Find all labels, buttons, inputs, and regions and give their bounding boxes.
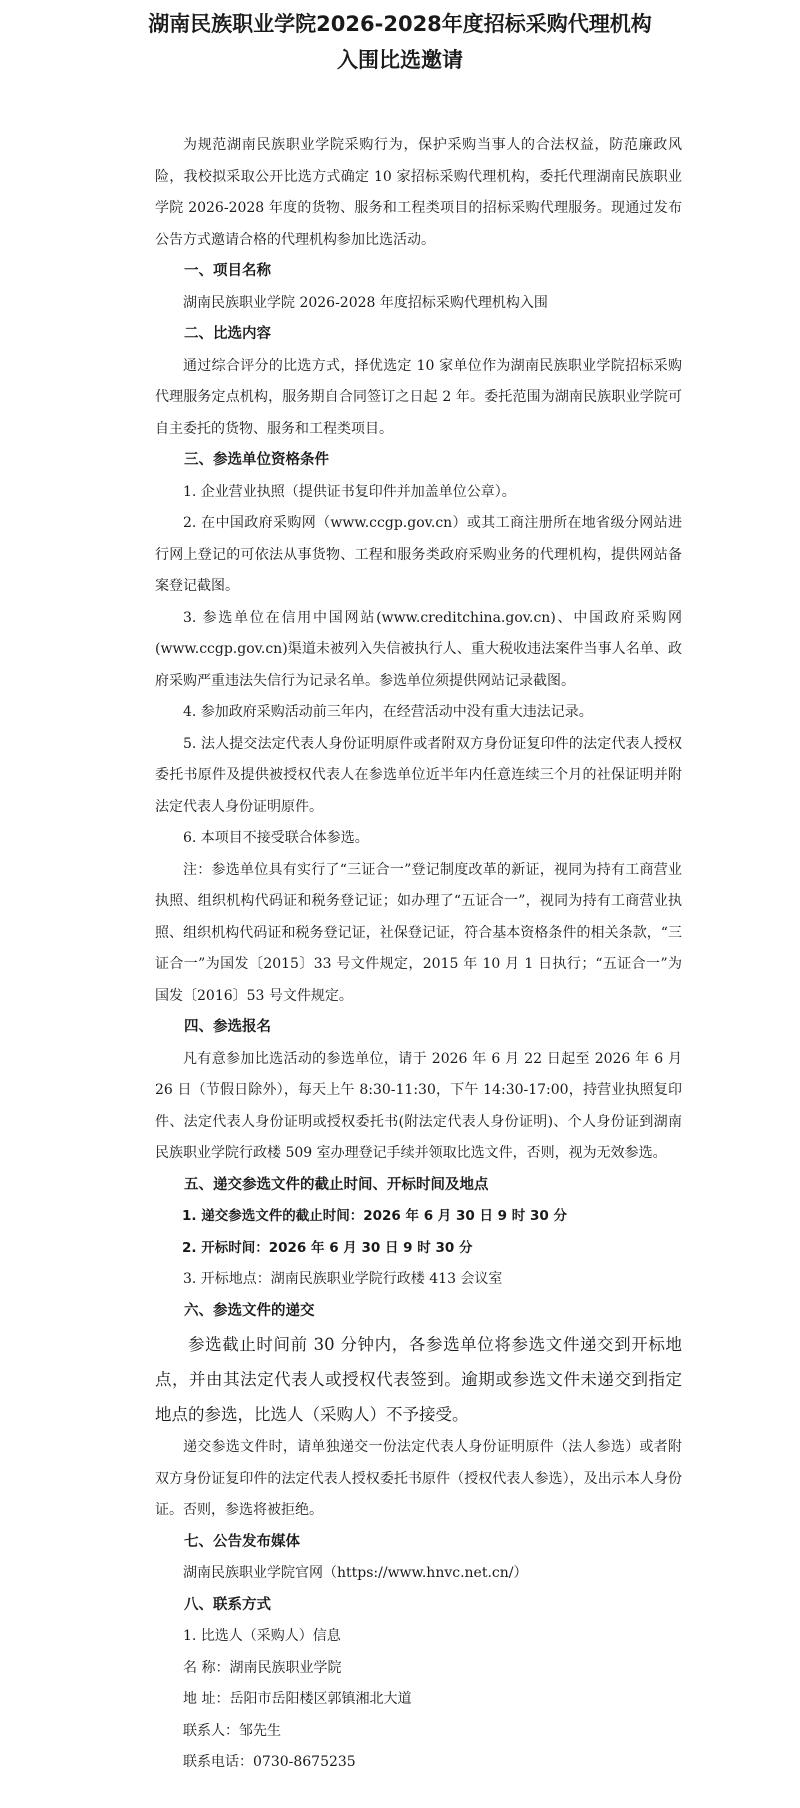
body-paragraph: 湖南民族职业学院 2026-2028 年度招标采购代理机构入围 bbox=[183, 294, 548, 311]
body-paragraph: 注：参选单位具有实行了“三证合一”登记制度改革的新证，视同为持有工商营业执照、组织机构代码证和税务登记证；如办理了“五证合一”，视同为持有工商营业执照、组织机构代码证和税务登记证，社保登记证，符合基本资格条件的相关条款，“三证合一”为国发〔2015〕33 号文件规定，2015 年 10 月 1 日执行；“五证合一”为国发〔2016〕53 号文件规定。 bbox=[155, 861, 682, 1004]
document-title-line-2: 入围比选邀请 bbox=[337, 48, 463, 72]
section-heading: 八、联系方式 bbox=[184, 1596, 271, 1613]
body-paragraph: 1. 比选人（采购人）信息 bbox=[183, 1628, 341, 1644]
body-paragraph: 2. 在中国政府采购网（www.ccgp.gov.cn）或其工商注册所在地省级分网站进行网上登记的可依法从事货物、工程和服务类政府采购业务的代理机构，提供网站备案登记截图。 bbox=[155, 515, 682, 594]
section-heading: 六、参选文件的递交 bbox=[184, 1302, 315, 1319]
section-heading: 五、递交参选文件的截止时间、开标时间及地点 bbox=[184, 1176, 489, 1193]
body-paragraph: 通过综合评分的比选方式，择优选定 10 家单位作为湖南民族职业学院招标采购代理服务定点机构，服务期自合同签订之日起 2 年。委托范围为湖南民族职业学院可自主委托的货物、服务和工程类项目。 bbox=[155, 357, 682, 437]
body-paragraph: 联系人：邹先生 bbox=[183, 1722, 281, 1739]
body-paragraph: 3. 开标地点：湖南民族职业学院行政楼 413 会议室 bbox=[183, 1271, 503, 1287]
section-heading: 一、项目名称 bbox=[184, 263, 271, 279]
body-paragraph: 参选截止时间前 30 分钟内，各参选单位将参选文件递交到开标地点，并由其法定代表人或授权代表签到。逾期或参选文件未递交到指定地点的参选，比选人（采购人）不予接受。 bbox=[155, 1335, 682, 1424]
body-paragraph: 4. 参加政府采购活动前三年内，在经营活动中没有重大违法记录。 bbox=[183, 704, 593, 720]
section-heading: 四、参选报名 bbox=[184, 1019, 271, 1035]
body-paragraph: 2. 开标时间：2026 年 6 月 30 日 9 时 30 分 bbox=[182, 1239, 473, 1256]
body-paragraph: 1. 递交参选文件的截止时间：2026 年 6 月 30 日 9 时 30 分 bbox=[182, 1208, 567, 1224]
body-paragraph: 1. 企业营业执照（提供证书复印件并加盖单位公章）。 bbox=[183, 483, 516, 500]
body-paragraph: 为规范湖南民族职业学院采购行为，保护采购当事人的合法权益，防范廉政风险，我校拟采取公开比选方式确定 10 家招标采购代理机构，委托代理湖南民族职业学院 2026-2028 年度的货物、服务和工程类项目的招标采购代理服务。现通过发布公告方式邀请合格的代理机构参加比选活动。 bbox=[155, 137, 682, 248]
body-paragraph: 凡有意参加比选活动的参选单位，请于 2026 年 6 月 22 日起至 2026 年 6 月 26 日（节假日除外），每天上午 8:30-11:30，下午 14:30-17:00，持营业执照复印件、法定代表人身份证明或授权委托书(附法定代表人身份证明)、个人身份证到湖南民族职业学院行政楼 509 室办理登记手续并领取比选文件，否则，视为无效参选。 bbox=[155, 1050, 682, 1161]
body-paragraph: 6. 本项目不接受联合体参选。 bbox=[183, 830, 369, 846]
body-paragraph: 递交参选文件时，请单独递交一份法定代表人身份证明原件（法人参选）或者附双方身份证复印件的法定代表人授权委托书原件（授权代表人参选），及出示本人身份证。否则，参选将被拒绝。 bbox=[155, 1439, 682, 1518]
document-title-line-1: 湖南民族职业学院2026-2028年度招标采购代理机构 bbox=[148, 12, 652, 36]
body-paragraph: 地 址：岳阳市岳阳楼区郭镇湘北大道 bbox=[183, 1691, 412, 1707]
body-paragraph: 联系电话：0730-8675235 bbox=[183, 1754, 356, 1770]
section-heading: 二、比选内容 bbox=[184, 326, 271, 342]
document-body bbox=[155, 130, 682, 1779]
body-paragraph: 3. 参选单位在信用中国网站(www.creditchina.gov.cn)、中国政府采购网(www.ccgp.gov.cn)渠道未被列入失信被执行人、重大税收违法案件当事人名单、政府采购严重违法失信行为记录名单。参选单位须提供网站记录截图。 bbox=[155, 609, 682, 689]
body-paragraph: 湖南民族职业学院官网（https://www.hnvc.net.cn/） bbox=[183, 1565, 528, 1581]
section-heading: 三、参选单位资格条件 bbox=[184, 452, 329, 468]
body-paragraph: 名 称：湖南民族职业学院 bbox=[183, 1659, 342, 1676]
section-heading: 七、公告发布媒体 bbox=[184, 1533, 300, 1550]
body-paragraph: 5. 法人提交法定代表人身份证明原件或者附双方身份证复印件的法定代表人授权委托书原件及提供被授权代表人在参选单位近半年内任意连续三个月的社保证明并附法定代表人身份证明原件。 bbox=[155, 735, 682, 815]
